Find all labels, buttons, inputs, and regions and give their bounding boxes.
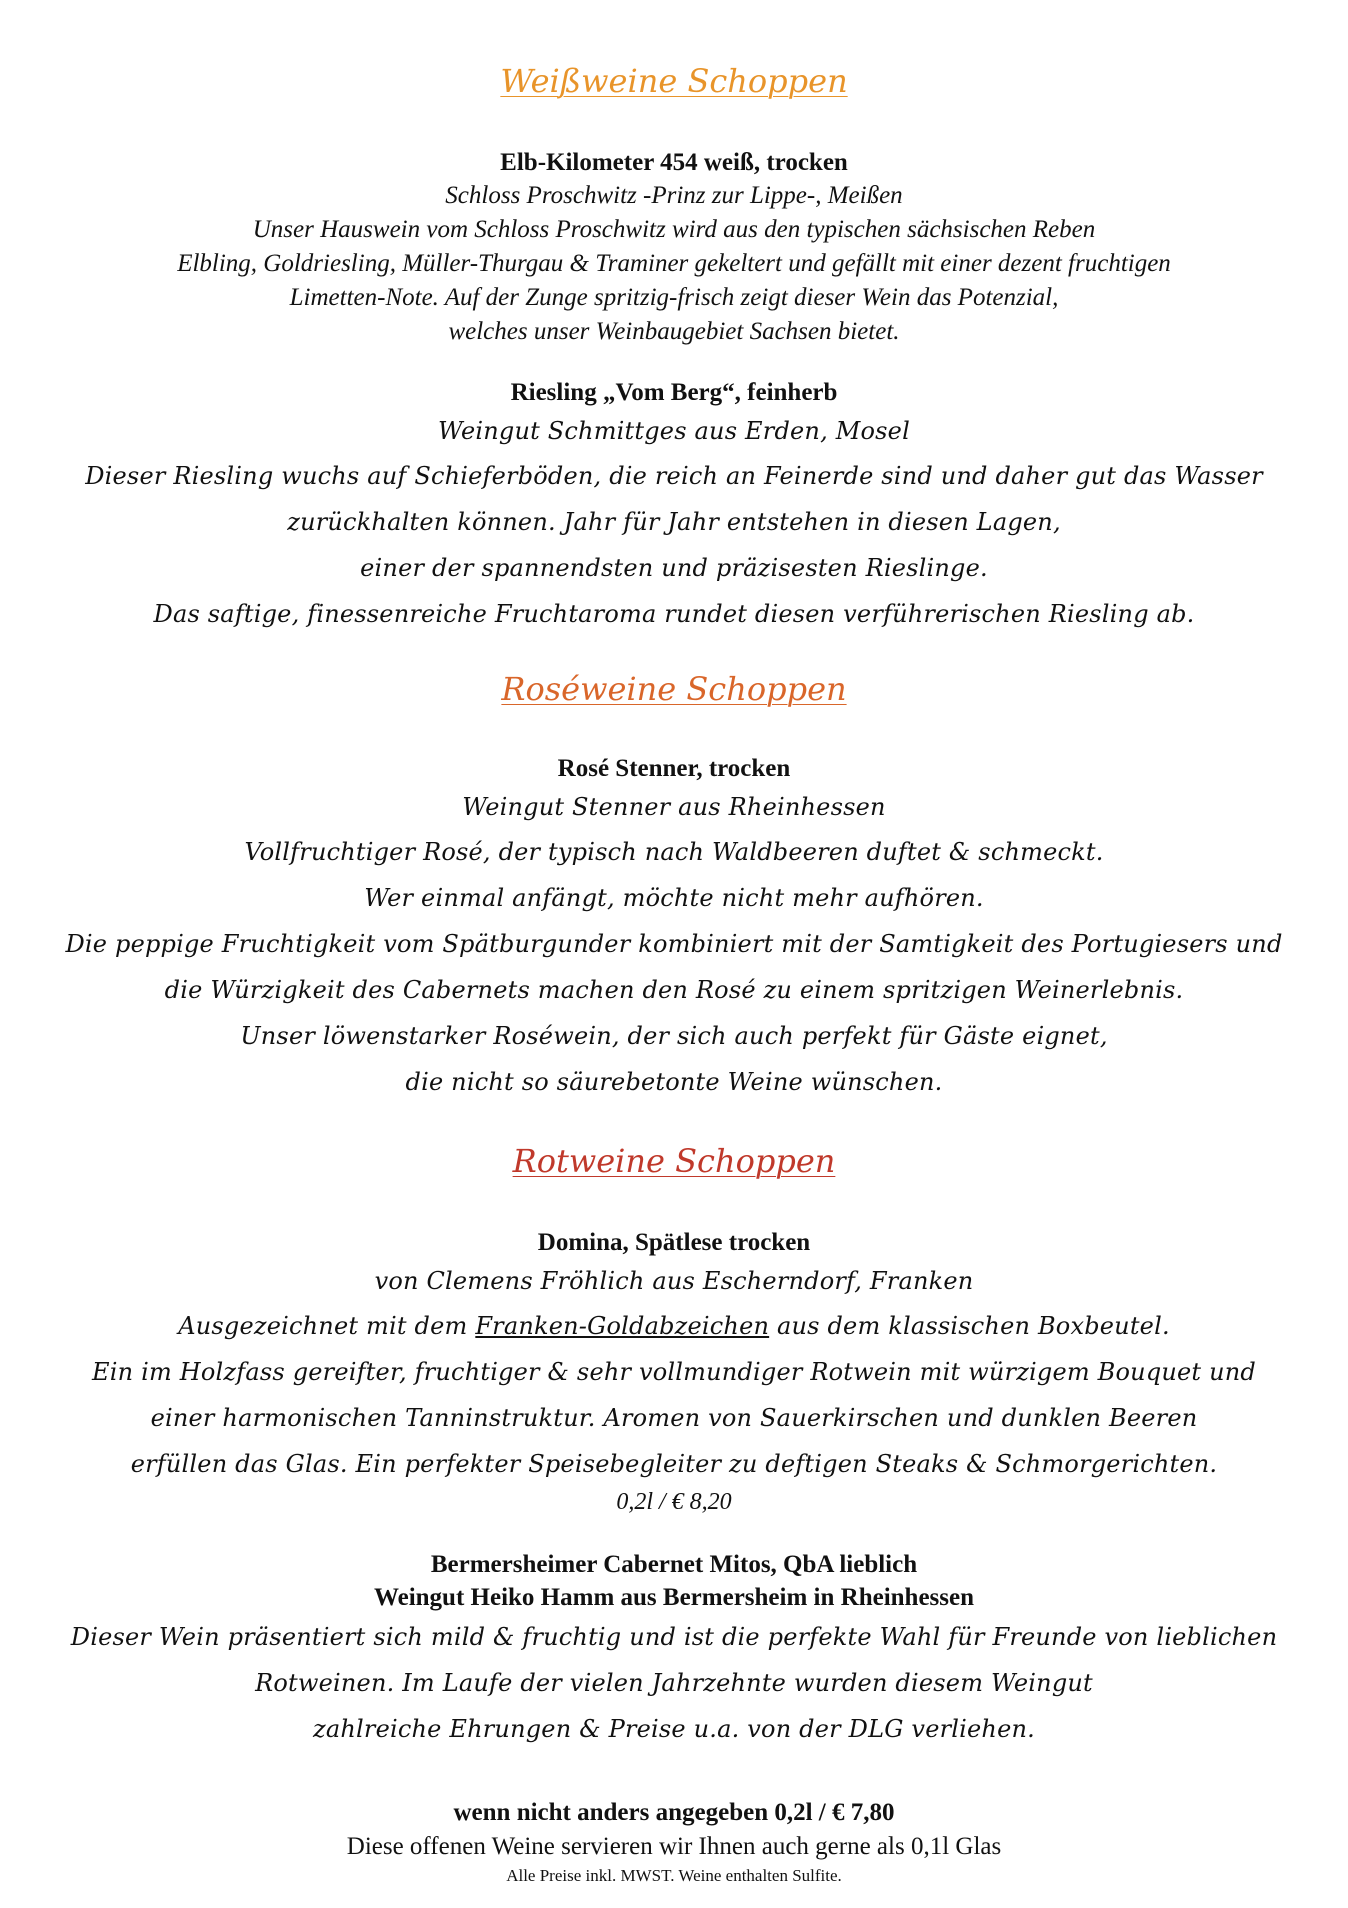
wine-description-line: Vollfruchtiger Rosé, der typisch nach Waldbeeren duftet & schmeckt. [244, 838, 1104, 866]
wine-name: Domina, Spätlese trocken [537, 1229, 811, 1256]
wine-entry-elb-kilometer [0, 146, 1348, 349]
wine-description-line: Elbling, Goldriesling, Müller-Thurgau & Traminer gekeltert und gefällt mit einer dezent fruchtigen [177, 250, 1171, 277]
wine-entry-domina [0, 1226, 1348, 1517]
wine-description-line: Limetten-Note. Auf der Zunge spritzig-frisch zeigt dieser Wein das Potenzial, [289, 284, 1059, 311]
red-wine-section [0, 1142, 1348, 1180]
wine-name: Bermersheimer Cabernet Mitos, QbA lieblich [430, 1551, 918, 1578]
wine-description-line: Dieser Wein präsentiert sich mild & fruchtig und ist die perfekte Wahl für Freunde von lieblichen [70, 1623, 1278, 1651]
wine-description-line: Das saftige, finessenreiche Fruchtaroma rundet diesen verführerischen Riesling ab. [153, 600, 1195, 628]
wine-entry-rose-stenner [0, 752, 1348, 1105]
wine-description-line: welches unser Weinbaugebiet Sachsen bietet. [448, 318, 900, 345]
menu-footer [0, 1796, 1348, 1888]
wine-name: Elb-Kilometer 454 weiß, trocken [500, 149, 848, 176]
wine-description-line: zurückhalten können. Jahr für Jahr entstehen in diesen Lagen, [287, 508, 1061, 536]
wine-description-line: zahlreiche Ehrungen & Preise u.a. von der DLG verliehen. [313, 1715, 1035, 1743]
wine-producer: Schloss Proschwitz -Prinz zur Lippe-, Meißen [445, 182, 903, 209]
default-price-note: wenn nicht anders angegeben 0,2l / € 7,80 [453, 1799, 895, 1826]
section-heading-rose: Roséweine Schoppen [501, 670, 847, 708]
wine-description-line: die Würzigkeit des Cabernets machen den Rosé zu einem spritzigen Weinerlebnis. [164, 976, 1184, 1004]
wine-producer: Weingut Stenner aus Rheinhessen [462, 793, 886, 821]
wine-producer: Weingut Heiko Hamm aus Bermersheim in Rheinhessen [373, 1584, 974, 1611]
wine-description-line: Rotweinen. Im Laufe der vielen Jahrzehnte wurden diesem Weingut [255, 1669, 1093, 1697]
award-text-pre: Ausgezeichnet mit dem [178, 1312, 476, 1340]
tax-sulfite-note: Alle Preise inkl. MWST. Weine enthalten Sulfite. [506, 1866, 842, 1885]
white-wine-section [0, 62, 1348, 100]
wine-description-line: Ein im Holzfass gereifter, fruchtiger & sehr vollmundiger Rotwein mit würzigem Bouquet und [92, 1358, 1256, 1386]
wine-price: 0,2l / € 8,20 [616, 1489, 732, 1515]
wine-description-line: Unser Hauswein vom Schloss Proschwitz wird aus den typischen sächsischen Reben [252, 216, 1096, 243]
section-heading-white: Weißweine Schoppen [500, 62, 848, 100]
wine-name: Riesling „Vom Berg“, feinherb [510, 379, 838, 406]
wine-description-line: erfüllen das Glas. Ein perfekter Speisebegleiter zu deftigen Steaks & Schmorgerichten. [130, 1450, 1218, 1478]
wine-producer: Weingut Schmittges aus Erden, Mosel [438, 417, 910, 445]
wine-description-line: Dieser Riesling wuchs auf Schieferböden, die reich an Feinerde sind und daher gut das Wasser [85, 462, 1263, 490]
wine-entry-riesling [0, 376, 1348, 637]
wine-description-line: Unser löwenstarker Roséwein, der sich auch perfekt für Gäste eignet, [240, 1022, 1108, 1050]
wine-description-line: Die peppige Fruchtigkeit vom Spätburgunder kombiniert mit der Samtigkeit des Portugiesers und [65, 930, 1283, 958]
wine-description-line: einer harmonischen Tanninstruktur. Aromen von Sauerkirschen und dunklen Beeren [150, 1404, 1198, 1432]
wine-producer: von Clemens Fröhlich aus Escherndorf, Franken [374, 1267, 974, 1295]
wine-description-line: die nicht so säurebetonte Weine wünschen. [405, 1068, 943, 1096]
wine-name: Rosé Stenner, trocken [557, 755, 791, 782]
wine-award-line [0, 1303, 1348, 1349]
wine-entry-bermersheimer [0, 1548, 1348, 1752]
franken-goldabzeichen-link[interactable]: Franken-Goldabzeichen [475, 1312, 770, 1340]
award-text-post: aus dem klassischen Boxbeutel. [769, 1312, 1170, 1340]
wine-description-line: einer der spannendsten und präzisesten Rieslinge. [360, 554, 988, 582]
section-heading-red: Rotweine Schoppen [512, 1142, 836, 1180]
rose-wine-section [0, 670, 1348, 708]
glass-size-note: Diese offenen Weine servieren wir Ihnen auch gerne als 0,1l Glas [346, 1833, 1002, 1860]
wine-description-line: Wer einmal anfängt, möchte nicht mehr aufhören. [364, 884, 984, 912]
